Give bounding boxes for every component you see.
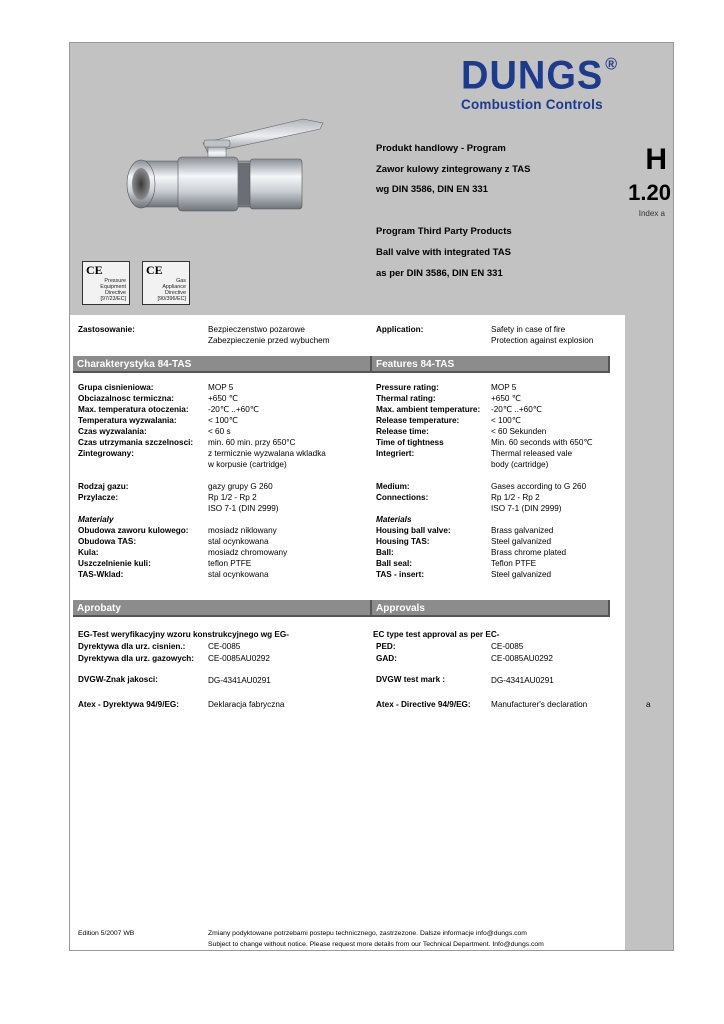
spec-value: body (cartridge) [491,460,549,469]
spec-value: gazy grupy G 260 [208,482,273,491]
dvgw-value-en: DG-4341AU0291 [491,676,554,685]
product-pl-line2: Zawor kulowy zintegrowany z TAS [376,164,531,175]
dvgw-label-en: DVGW test mark : [376,675,446,684]
spec-label: Time of tightness [376,438,444,447]
datasheet-frame [69,42,674,951]
spec-label: Uszczelnienie kuli: [78,559,151,568]
dungs-logo [461,53,661,112]
footer-note-en: Subject to change without notice. Please request more details from our Technical Department. Info@dungs.com [208,941,544,948]
approval-value-pl: CE-0085 [208,642,241,651]
spec-label: Obudowa TAS: [78,537,137,546]
spec-value: < 100℃ [491,416,521,425]
application-label-en: Application: [376,325,424,334]
product-en-line2: Ball valve with integrated TAS [376,247,511,258]
spec-label: Obciazalnosc termiczna: [78,394,175,403]
spec-value: Steel galvanized [491,537,552,546]
spec-value: +650 ℃ [491,394,521,403]
approval-label-en: PED: [376,642,396,651]
approval-label-en: GAD: [376,654,397,663]
spec-label: TAS - insert: [376,570,425,579]
spec-value: Brass galvanized [491,526,554,535]
atex-label-pl: Atex - Dyrektywa 94/9/EG: [78,700,180,709]
spec-label: Release temperature: [376,416,460,425]
approvals-bar [73,600,610,617]
product-pl-line3: wg DIN 3586, DIN EN 331 [376,184,488,195]
product-pl-line1: Produkt handlowy - Program [376,143,506,154]
approvals-title-pl: Aprobaty [73,600,372,617]
spec-value: stal ocynkowana [208,570,269,579]
index-strip [625,137,673,950]
application-value-en-2: Protection against explosion [491,336,594,345]
spec-label: Connections: [376,493,429,502]
spec-value: ISO 7-1 (DIN 2999) [208,504,279,513]
spec-label: Czas wyzwalania: [78,427,147,436]
spec-value: mosiadz niklowany [208,526,277,535]
spec-value: Gases according to G 260 [491,482,587,491]
dvgw-value-pl: DG-4341AU0291 [208,676,271,685]
section-number: 1.20 [628,180,671,205]
ball-valve-image [108,113,338,233]
spec-value: teflon PTFE [208,559,252,568]
spec-value: Thermal released vale [491,449,573,458]
edition-label: Edition 5/2007 WB [78,930,135,937]
application-value-en-1: Safety in case of fire [491,325,566,334]
spec-value: mosiadz chromowany [208,548,288,557]
approval-label-pl: Dyrektywa dla urz. gazowych: [78,654,195,663]
spec-value: < 60 s [208,427,231,436]
spec-value: Min. 60 seconds with 650℃ [491,438,593,447]
approval-value-en: CE-0085 [491,642,524,651]
spec-label: Ball seal: [376,559,412,568]
spec-label: Pressure rating: [376,383,439,392]
materials-title: Materials [376,515,412,524]
approval-value-pl: CE-0085AU0292 [208,654,270,663]
spec-label: Integriert: [376,449,415,458]
logo-brand: DUNGS [461,53,604,99]
spec-value: < 100℃ [208,416,238,425]
spec-label: Zintegrowany: [78,449,134,458]
spec-value: Brass chrome plated [491,548,567,557]
features-title-pl: Charakterystyka 84-TAS [73,356,372,373]
spec-value: MOP 5 [208,383,234,392]
spec-label: Medium: [376,482,410,491]
product-en-line1: Program Third Party Products [376,226,512,237]
spec-value: MOP 5 [491,383,517,392]
spec-value: Steel galvanized [491,570,552,579]
spec-label: Max. ambient temperature: [376,405,481,414]
approval-label-pl: Dyrektywa dla urz. cisnien.: [78,642,186,651]
spec-value: ISO 7-1 (DIN 2999) [491,504,562,513]
application-value-pl-2: Zabezpieczenie przed wybuchem [208,336,330,345]
spec-label: Grupa cisnieniowa: [78,383,154,392]
spec-value: min. 60 min. przy 650°C [208,438,296,447]
atex-index: a [646,700,651,709]
spec-value: Rp 1/2 - Rp 2 [491,493,540,502]
approvals-heading-en: EC type test approval as per EC- [373,630,500,639]
spec-value: stal ocynkowana [208,537,269,546]
features-title-en: Features 84-TAS [372,356,610,373]
spec-label: Temperatura wyzwalania: [78,416,177,425]
logo-subtitle: Combustion Controls [461,97,603,112]
materials-title: Materialy [78,515,114,524]
ce-mark-icon: CE [86,263,103,277]
ce-gas-appliance-badge: CE Gas Appliance Directive [90/396/EC] [142,261,190,305]
spec-label: TAS-Wklad: [78,570,124,579]
spec-value: < 60 Sekunden [491,427,547,436]
approvals-title-en: Approvals [372,600,610,617]
features-bar [73,356,610,373]
spec-value: +650 ℃ [208,394,238,403]
spec-value: z termicznie wyzwalana wkladka [208,449,326,458]
section-letter: H [645,143,667,176]
dvgw-label-pl: DVGW-Znak jakosci: [78,675,158,684]
atex-value-pl: Deklaracja fabryczna [208,700,285,709]
spec-label: Obudowa zaworu kulowego: [78,526,189,535]
spec-value: Rp 1/2 - Rp 2 [208,493,257,502]
ce-pressure-equipment-badge: CE Pressure Equipment Directive [97/23/EC] [82,261,130,305]
spec-label: Czas utrzymania szczelnosci: [78,438,194,447]
footer-note-pl: Zmiany podyktowane potrzebami postepu technicznego, zastrzezone. Dalsze informacje info@dungs.com [208,930,527,937]
spec-value: w korpusie (cartridge) [208,460,287,469]
spec-value: -20℃ ..+60℃ [491,405,542,414]
spec-label: Rodzaj gazu: [78,482,129,491]
spec-label: Housing TAS: [376,537,430,546]
application-label-pl: Zastosowanie: [78,325,135,334]
spec-label: Przylacze: [78,493,119,502]
spec-label: Housing ball valve: [376,526,451,535]
spec-label: Ball: [376,548,394,557]
spec-label: Thermal rating: [376,394,436,403]
approval-value-en: CE-0085AU0292 [491,654,553,663]
spec-label: Release time: [376,427,429,436]
index-label: Index a [638,209,665,218]
application-value-pl-1: Bezpieczenstwo pozarowe [208,325,305,334]
approvals-heading-pl: EG-Test weryfikacyjny wzoru konstrukcyjnego wg EG- [78,630,289,639]
spec-label: Kula: [78,548,99,557]
logo-registered: ® [605,56,619,74]
ce-mark-icon: CE [146,263,163,277]
spec-label: Max. temperatura otoczenia: [78,405,189,414]
atex-value-en: Manufacturer's declaration [491,700,588,709]
atex-label-en: Atex - Directive 94/9/EG: [376,700,471,709]
product-en-line3: as per DIN 3586, DIN EN 331 [376,268,503,279]
spec-value: -20℃ ..+60℃ [208,405,259,414]
spec-value: Teflon PTFE [491,559,537,568]
